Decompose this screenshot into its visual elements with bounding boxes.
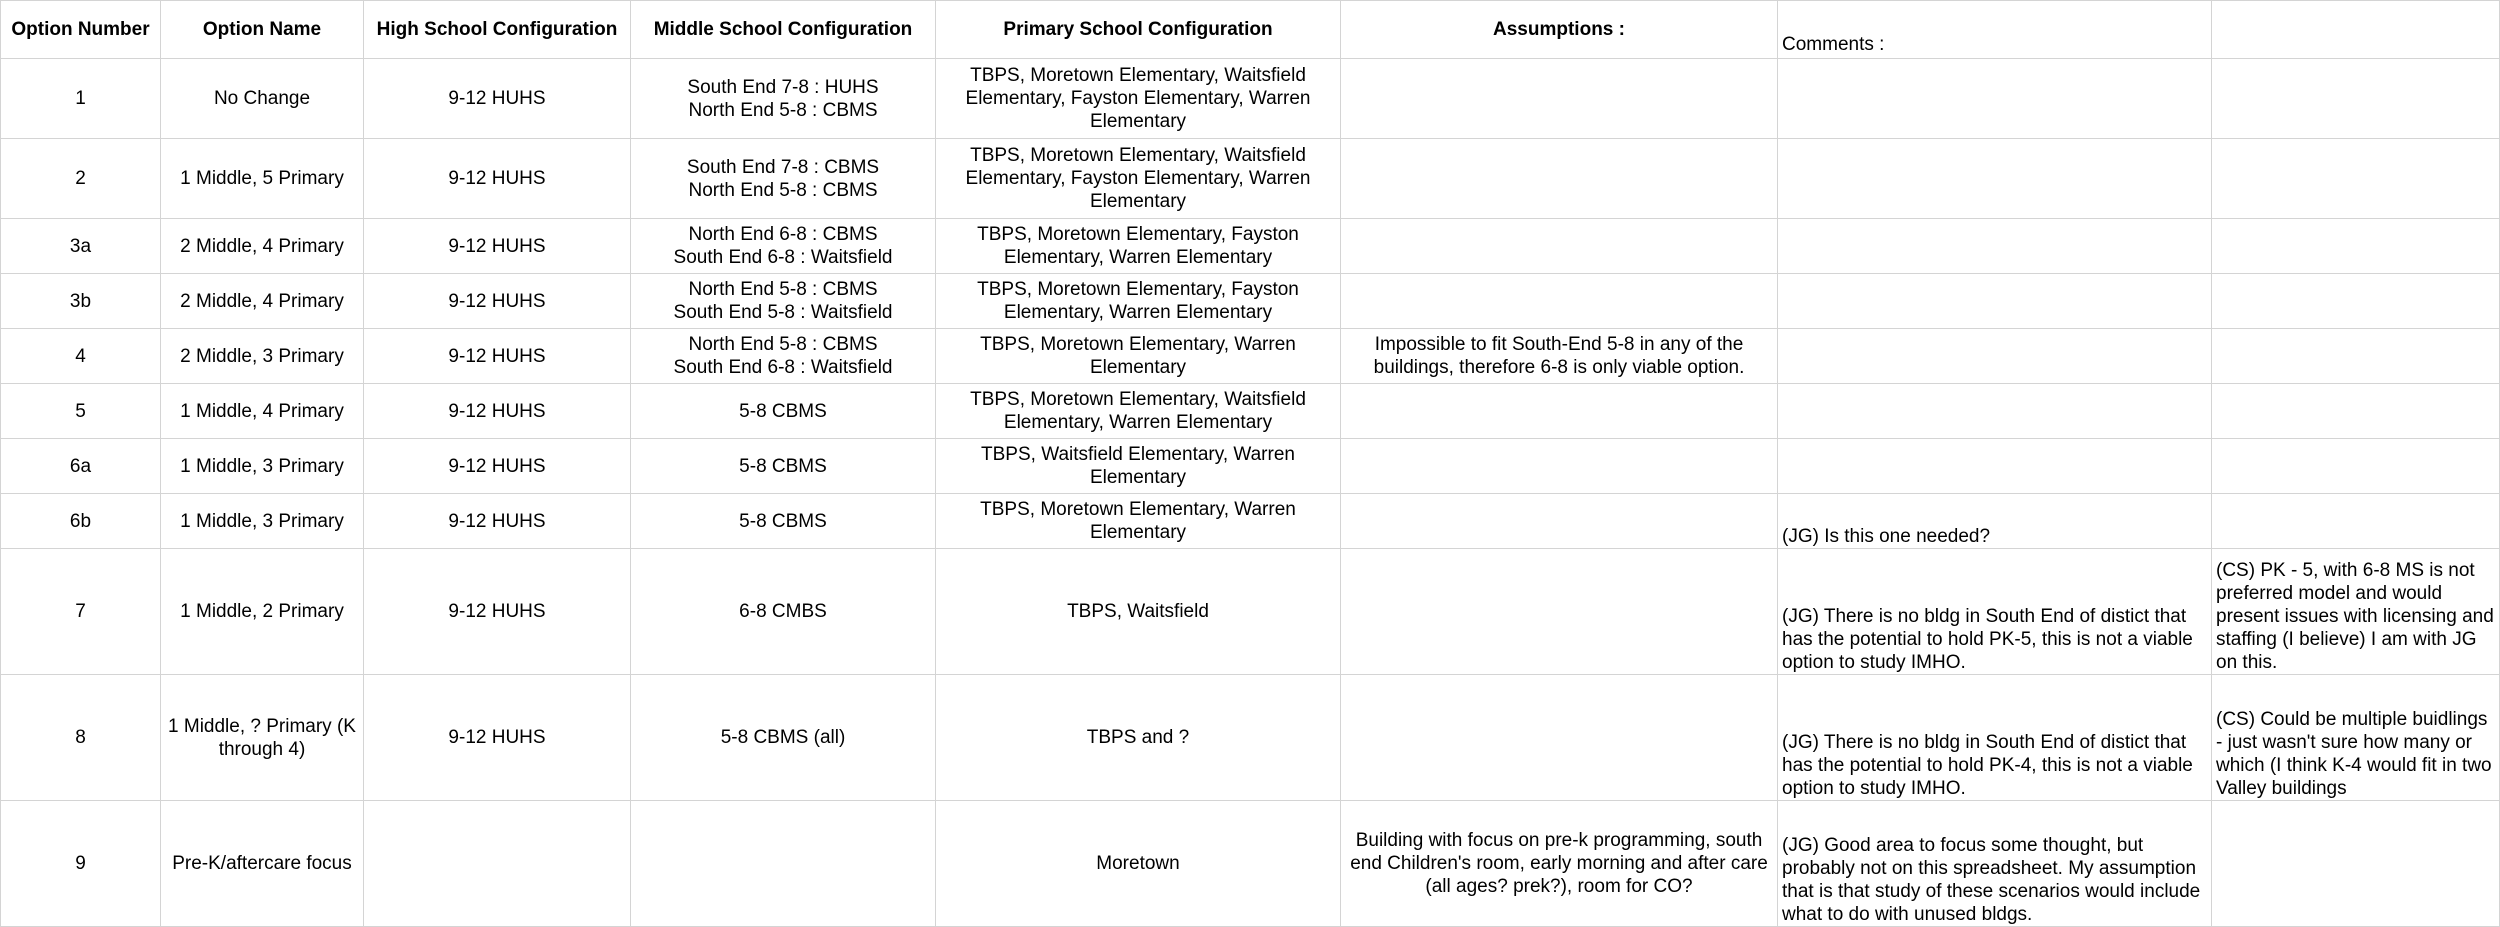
cell-high-school[interactable]: 9-12 HUHS [364, 329, 631, 384]
cell-assumptions[interactable] [1341, 219, 1778, 274]
cell-option-name[interactable]: 1 Middle, 2 Primary [161, 549, 364, 675]
cell-option-number[interactable]: 6b [1, 494, 161, 549]
cell-option-name[interactable]: 1 Middle, 5 Primary [161, 139, 364, 219]
cell-middle-school[interactable] [631, 59, 936, 139]
cell-extra[interactable] [2212, 384, 2500, 439]
cell-high-school[interactable]: 9-12 HUHS [364, 675, 631, 801]
cell-option-number[interactable]: 4 [1, 329, 161, 384]
cell-assumptions[interactable]: Impossible to fit South-End 5-8 in any of the buildings, therefore 6-8 is only viable option. [1341, 329, 1778, 384]
middle-school-line: North End 5-8 : CBMS [688, 279, 878, 300]
cell-middle-school[interactable] [631, 675, 936, 801]
cell-option-number[interactable]: 7 [1, 549, 161, 675]
cell-primary-school[interactable]: Moretown [936, 801, 1341, 927]
cell-comments[interactable] [1778, 439, 2212, 494]
cell-primary-school[interactable]: TBPS, Moretown Elementary, Waitsfield Elementary, Warren Elementary [936, 384, 1341, 439]
cell-high-school[interactable]: 9-12 HUHS [364, 549, 631, 675]
table-row [1, 329, 2500, 384]
cell-extra[interactable] [2212, 329, 2500, 384]
cell-option-name[interactable]: 2 Middle, 4 Primary [161, 219, 364, 274]
cell-extra[interactable]: (CS) Could be multiple buidlings - just wasn't sure how many or which (I think K-4 would fit in two Valley buildings [2212, 675, 2500, 801]
cell-comments[interactable]: (JG) Is this one needed? [1778, 494, 2212, 549]
cell-extra[interactable] [2212, 494, 2500, 549]
table-row [1, 675, 2500, 801]
cell-primary-school[interactable]: TBPS, Waitsfield Elementary, Warren Elementary [936, 439, 1341, 494]
header-option-name[interactable]: Option Name [161, 1, 364, 59]
cell-primary-school[interactable]: TBPS, Moretown Elementary, Fayston Elementary, Warren Elementary [936, 274, 1341, 329]
cell-option-name[interactable]: 1 Middle, 4 Primary [161, 384, 364, 439]
cell-middle-school[interactable] [631, 384, 936, 439]
cell-option-name[interactable]: No Change [161, 59, 364, 139]
cell-extra[interactable]: (CS) PK - 5, with 6-8 MS is not preferred model and would present issues with licensing and staffing (I believe) I am with JG on this. [2212, 549, 2500, 675]
table-row [1, 219, 2500, 274]
cell-assumptions[interactable] [1341, 494, 1778, 549]
cell-comments[interactable]: (JG) Good area to focus some thought, but probably not on this spreadsheet. My assumption that is that study of these scenarios would include what to do with unused bldgs. [1778, 801, 2212, 927]
cell-high-school[interactable]: 9-12 HUHS [364, 384, 631, 439]
middle-school-line: 6-8 CMBS [739, 601, 827, 622]
table-row [1, 494, 2500, 549]
cell-primary-school[interactable]: TBPS, Moretown Elementary, Warren Elementary [936, 329, 1341, 384]
middle-school-line: 5-8 CBMS (all) [720, 727, 846, 748]
cell-high-school[interactable] [364, 801, 631, 927]
cell-extra[interactable] [2212, 59, 2500, 139]
cell-option-name[interactable]: 2 Middle, 4 Primary [161, 274, 364, 329]
middle-school-line: North End 5-8 : CBMS [688, 99, 878, 121]
header-row [1, 1, 2500, 59]
cell-primary-school[interactable]: TBPS, Moretown Elementary, Fayston Elementary, Warren Elementary [936, 219, 1341, 274]
cell-primary-school[interactable]: TBPS, Moretown Elementary, Waitsfield Elementary, Fayston Elementary, Warren Elementary [936, 59, 1341, 139]
cell-primary-school[interactable]: TBPS, Waitsfield [936, 549, 1341, 675]
middle-school-line: 5-8 CBMS [739, 510, 827, 532]
cell-extra[interactable] [2212, 801, 2500, 927]
cell-assumptions[interactable] [1341, 384, 1778, 439]
header-high-school[interactable]: High School Configuration [364, 1, 631, 59]
cell-option-number[interactable]: 8 [1, 675, 161, 801]
table-row [1, 801, 2500, 927]
middle-school-line: South End 7-8 : CBMS [686, 156, 880, 178]
cell-option-name[interactable]: Pre-K/aftercare focus [161, 801, 364, 927]
header-primary-school[interactable]: Primary School Configuration [936, 1, 1341, 59]
cell-comments[interactable]: (JG) There is no bldg in South End of distict that has the potential to hold PK-5, this is not a viable option to study IMHO. [1778, 549, 2212, 675]
cell-high-school[interactable]: 9-12 HUHS [364, 219, 631, 274]
cell-option-name[interactable]: 1 Middle, 3 Primary [161, 439, 364, 494]
cell-comments[interactable] [1778, 219, 2212, 274]
cell-comments[interactable] [1778, 384, 2212, 439]
cell-option-number[interactable]: 2 [1, 139, 161, 219]
cell-comments[interactable] [1778, 59, 2212, 139]
cell-option-number[interactable]: 1 [1, 59, 161, 139]
cell-comments[interactable] [1778, 329, 2212, 384]
middle-school-line: 5-8 CBMS [739, 455, 827, 477]
cell-comments[interactable] [1778, 139, 2212, 219]
cell-middle-school[interactable] [631, 139, 936, 219]
cell-middle-school[interactable] [631, 219, 936, 274]
cell-high-school[interactable]: 9-12 HUHS [364, 494, 631, 549]
cell-middle-school[interactable] [631, 329, 936, 384]
cell-primary-school[interactable]: TBPS, Moretown Elementary, Warren Elementary [936, 494, 1341, 549]
table-row [1, 439, 2500, 494]
cell-middle-school[interactable] [631, 494, 936, 549]
middle-school-line: North End 5-8 : CBMS [688, 179, 878, 201]
cell-extra[interactable] [2212, 139, 2500, 219]
middle-school-line: 5-8 CBMS [739, 400, 827, 422]
middle-school-line: North End 5-8 : CBMS [688, 334, 878, 355]
cell-middle-school[interactable] [631, 801, 936, 927]
cell-option-name[interactable]: 2 Middle, 3 Primary [161, 329, 364, 384]
cell-assumptions[interactable] [1341, 549, 1778, 675]
middle-school-line: South End 7-8 : HUHS [687, 76, 879, 98]
cell-assumptions[interactable] [1341, 59, 1778, 139]
cell-high-school[interactable]: 9-12 HUHS [364, 439, 631, 494]
cell-middle-school[interactable] [631, 549, 936, 675]
middle-school-line: South End 5-8 : Waitsfield [673, 302, 893, 323]
cell-extra[interactable] [2212, 219, 2500, 274]
cell-comments[interactable]: (JG) There is no bldg in South End of distict that has the potential to hold PK-4, this is not a viable option to study IMHO. [1778, 675, 2212, 801]
middle-school-line: South End 6-8 : Waitsfield [673, 357, 893, 378]
cell-extra[interactable] [2212, 274, 2500, 329]
header-assumptions[interactable]: Assumptions : [1341, 1, 1778, 59]
header-extra[interactable] [2212, 1, 2500, 59]
table-row [1, 139, 2500, 219]
cell-option-number[interactable]: 3b [1, 274, 161, 329]
cell-middle-school[interactable] [631, 274, 936, 329]
table-row [1, 384, 2500, 439]
header-comments[interactable]: Comments : [1778, 1, 2212, 59]
cell-middle-school[interactable] [631, 439, 936, 494]
cell-option-number[interactable]: 6a [1, 439, 161, 494]
cell-assumptions[interactable]: Building with focus on pre-k programming, south end Children's room, early morning and after care (all ages? prek?), room for CO? [1341, 801, 1778, 927]
middle-school-line: North End 6-8 : CBMS [688, 224, 878, 245]
cell-option-name[interactable]: 1 Middle, 3 Primary [161, 494, 364, 549]
cell-extra[interactable] [2212, 439, 2500, 494]
cell-assumptions[interactable] [1341, 439, 1778, 494]
cell-high-school[interactable]: 9-12 HUHS [364, 274, 631, 329]
cell-high-school[interactable]: 9-12 HUHS [364, 59, 631, 139]
cell-primary-school[interactable]: TBPS and ? [936, 675, 1341, 801]
cell-option-number[interactable]: 3a [1, 219, 161, 274]
cell-assumptions[interactable] [1341, 675, 1778, 801]
cell-comments[interactable] [1778, 274, 2212, 329]
cell-option-name[interactable]: 1 Middle, ? Primary (K through 4) [161, 675, 364, 801]
header-option-number[interactable]: Option Number [1, 1, 161, 59]
header-middle-school[interactable]: Middle School Configuration [631, 1, 936, 59]
cell-high-school[interactable]: 9-12 HUHS [364, 139, 631, 219]
cell-option-number[interactable]: 5 [1, 384, 161, 439]
table-row [1, 549, 2500, 675]
table-row [1, 274, 2500, 329]
cell-assumptions[interactable] [1341, 139, 1778, 219]
cell-primary-school[interactable]: TBPS, Moretown Elementary, Waitsfield Elementary, Fayston Elementary, Warren Elementary [936, 139, 1341, 219]
table-row [1, 59, 2500, 139]
cell-option-number[interactable]: 9 [1, 801, 161, 927]
cell-assumptions[interactable] [1341, 274, 1778, 329]
middle-school-line: South End 6-8 : Waitsfield [673, 247, 893, 268]
